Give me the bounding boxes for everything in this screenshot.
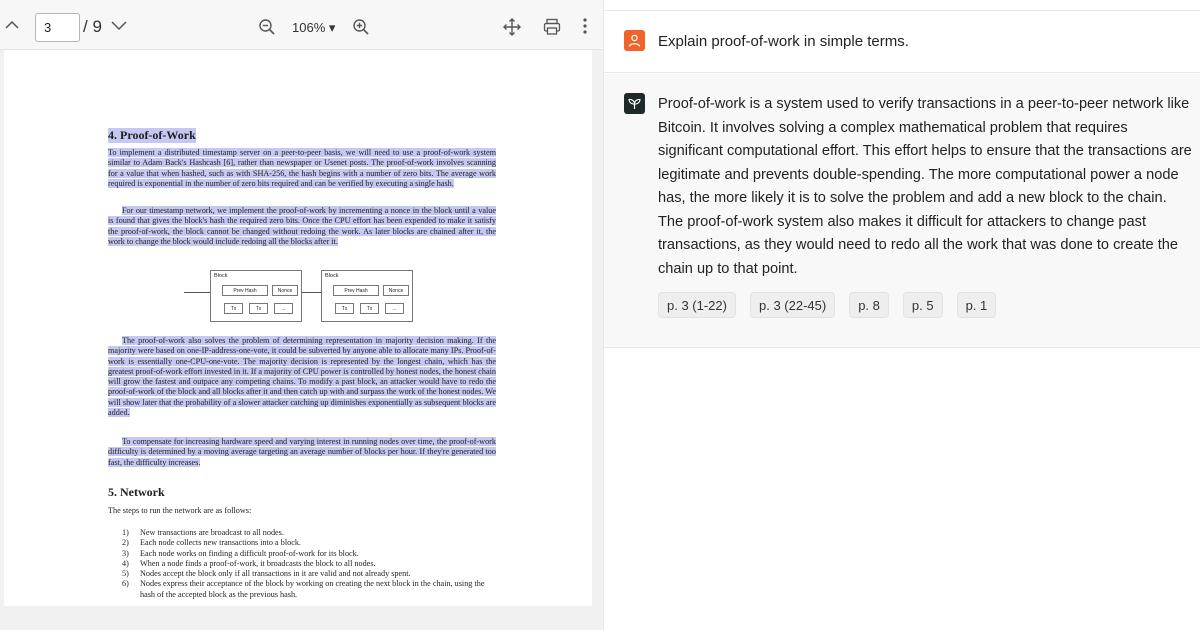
highlighted-text: The proof-of-work also solves the problem of determining representation in majority decision making. If the majority were based on one-IP-address-one-vote, it could be subverted by anyone able to allocate many IPs. Proof-of-work is essentially one-CPU-one-vote. The majority decision is represented by the longest chain, which has the greatest proof-of-work effort invested in it. If a majority of CPU power is controlled by honest nodes, the honest chain will grow the fastest and outpace any competing chains. To modify a past block, an attacker would have to redo the proof-of-work of the block and all blocks after it and then catch up with and surpass the work of the honest nodes. We will show later that the probability of a slower attacker catching up diminishes exponentially as subsequent blocks are added. [108,336,496,418]
previous-page-button[interactable] [4,17,20,33]
network-intro: The steps to run the network are as follows: [108,506,252,515]
chat-panel [603,0,1200,630]
citation-chip[interactable]: p. 1 [957,292,997,318]
chevron-up-icon [4,17,20,33]
highlighted-text: To compensate for increasing hardware speed and varying interest in running nodes over time, the proof-of-work difficulty is determined by a moving average targeting an average number of blocks per hour. If they're generated too fast, the difficulty increases. [108,437,496,467]
list-item: 1) New transactions are broadcast to all nodes. [122,528,284,537]
zoom-level-select[interactable] [292,20,335,36]
printer-icon [542,17,562,37]
vertical-dots-icon [582,17,588,35]
tx-cell: Tx [249,303,268,314]
block-label: Block [325,273,339,279]
section-5-heading: 5. Network [108,485,165,499]
sprout-icon [628,97,641,110]
citation-chip[interactable]: p. 3 (22-45) [750,292,835,318]
user-message-text: Explain proof-of-work in simple terms. [658,33,909,50]
assistant-message-text: Proof-of-work is a system used to verify transactions in a peer-to-peer network like Bitcoin. It involves solving a complex mathematical problem that requires significant computational effort. This effort helps to ensure that the transactions are legitimate and prevents double-spending. The more computational power a node has, the more likely it is to solve the problem and add a new block to the chain. The proof-of-work system also makes it difficult for attackers to change past transactions, as they would need to redo all the work that was done to create the chain up to that point. [658,96,1192,277]
citation-chip[interactable]: p. 3 (1-22) [658,292,736,318]
section-4-paragraph-4 [108,437,496,468]
zoom-in-button[interactable] [352,18,370,36]
section-4-paragraph-3 [108,336,496,418]
list-item: 6) Nodes express their acceptance of the block by working on creating the next block in the chain, using the hash of the accepted block as the previous hash. [122,579,485,599]
highlighted-text: For our timestamp network, we implement the proof-of-work by incrementing a nonce in the block until a value is found that gives the block's hash the required zero bits. Once the CPU effort has been expended to make it satisfy the proof-of-work, the block cannot be changed without redoing the work. As later blocks are chained after it, the work to change the block would include redoing all the blocks after it. [108,206,496,246]
zoom-out-icon [258,18,276,36]
nonce-cell: Nonce [272,285,298,296]
section-4-paragraph-1 [108,148,496,189]
list-item: 5) Nodes accept the block only if all transactions in it are valid and not already spent. [122,569,411,579]
user-avatar [624,30,645,51]
assistant-avatar [624,93,645,114]
chevron-down-icon [110,17,128,33]
list-item: 2) Each node collects new transactions into a block. [122,538,301,548]
list-item: 3) Each node works on finding a difficult proof-of-work for its block. [122,548,359,558]
next-page-button[interactable] [110,17,128,33]
highlighted-text: To implement a distributed timestamp server on a peer-to-peer basis, we will need to use a proof-of-work system similar to Adam Back's Hashcash [6], rather than newspaper or Usenet posts. The proof-of-work involves scanning for a value that when hashed, such as with SHA-256, the hash begins with a number of zero bits. The average work required is exponential in the number of zero bits required and can be verified by executing a single hash. [108,148,496,188]
pdf-toolbar [0,0,603,50]
prev-hash-cell: Prev Hash [222,285,268,296]
more-options-button[interactable] [580,16,590,36]
pdf-page [4,50,592,606]
caret-down-icon: ▾ [328,20,336,35]
block-chain-diagram [184,270,424,326]
zoom-level-value: 106% [292,20,326,35]
list-item: 4) When a node finds a proof-of-work, it broadcasts the block to all nodes. [122,558,376,568]
assistant-message [604,74,1200,348]
pan-tool-button[interactable] [503,18,521,36]
tx-cell: Tx [335,303,354,314]
citation-list [658,292,996,318]
zoom-in-icon [352,18,370,36]
citation-chip[interactable]: p. 5 [903,292,943,318]
person-icon [628,34,641,47]
tx-cell: Tx [360,303,379,314]
network-steps-list [122,528,496,600]
tx-ellipsis-cell: ... [274,303,293,314]
diagram-block [210,270,302,322]
tx-cell: Tx [224,303,243,314]
page-total: / 9 [83,17,102,36]
prev-hash-cell: Prev Hash [333,285,379,296]
page-number-input[interactable] [35,13,80,42]
zoom-out-button[interactable] [258,18,276,36]
nonce-cell: Nonce [383,285,409,296]
citation-chip[interactable]: p. 8 [849,292,889,318]
print-button[interactable] [542,17,562,37]
block-label: Block [214,273,228,279]
section-4-paragraph-2 [108,206,496,247]
move-icon [503,18,521,36]
diagram-block [321,270,413,322]
section-4-heading: 4. Proof-of-Work [108,128,196,142]
tx-ellipsis-cell: ... [385,303,404,314]
user-message [604,10,1200,73]
